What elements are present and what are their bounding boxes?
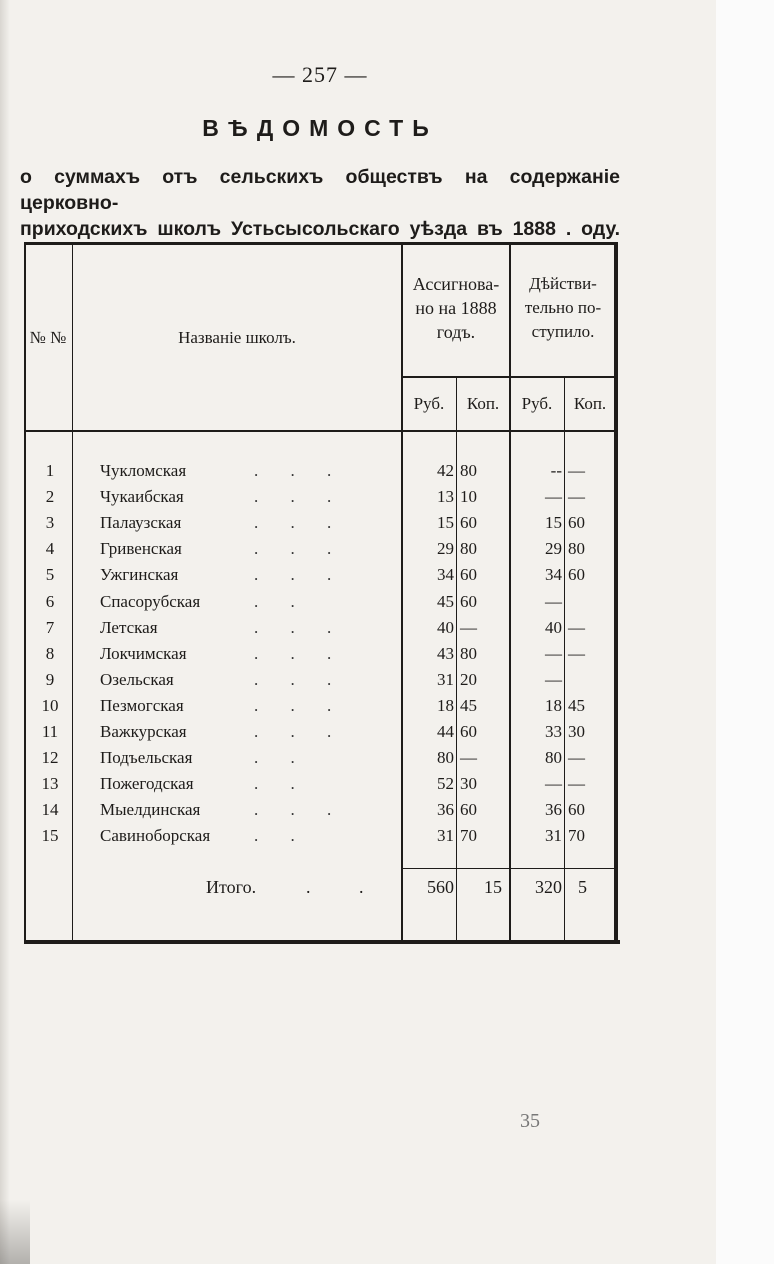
school-name: Летская bbox=[100, 617, 158, 637]
leader-dots: . . bbox=[254, 826, 309, 846]
document-subtitle bbox=[20, 164, 620, 242]
table-row bbox=[24, 510, 616, 536]
school-name: Савиноборская bbox=[100, 826, 211, 846]
rub-received: 36 bbox=[545, 800, 562, 820]
rub-assigned: 44 bbox=[437, 722, 454, 741]
leader-dots: . . . bbox=[254, 461, 346, 480]
row-number: 8 bbox=[45, 643, 55, 663]
row-number: 15 bbox=[41, 826, 59, 846]
kop-assigned: — bbox=[460, 617, 477, 637]
document-title: ВѢДОМОСТЬ bbox=[202, 115, 438, 141]
row-number: 10 bbox=[41, 695, 59, 715]
table-row bbox=[24, 484, 616, 510]
leader-dots: . . . bbox=[254, 669, 346, 689]
leader-dots: . . . bbox=[254, 539, 346, 559]
kop-received: 80 bbox=[568, 539, 585, 559]
rub-received: 80 bbox=[545, 748, 562, 768]
kop-received: 45 bbox=[568, 695, 585, 715]
rub-assigned: 15 bbox=[437, 513, 454, 533]
table-row bbox=[24, 615, 616, 641]
kop-received: 60 bbox=[568, 513, 585, 533]
row-number: 9 bbox=[45, 669, 55, 689]
kop-assigned: 80 bbox=[460, 643, 477, 663]
school-name: Мыелдинская bbox=[100, 800, 201, 820]
header-bottom-rule bbox=[24, 430, 616, 432]
school-name: Важкурская bbox=[100, 722, 187, 741]
table-row bbox=[24, 745, 616, 771]
row-number: 11 bbox=[41, 722, 59, 741]
rub-received: 29 bbox=[545, 539, 562, 559]
table-row bbox=[24, 589, 616, 615]
scan-margin bbox=[716, 0, 774, 1264]
page-binding-shadow bbox=[0, 0, 10, 1264]
kop-assigned: 45 bbox=[460, 695, 477, 715]
school-name: Гривенская bbox=[100, 539, 182, 559]
total-rub-assigned: 560 bbox=[427, 877, 454, 897]
kop-assigned: 30 bbox=[460, 774, 477, 794]
kop-assigned: 60 bbox=[460, 565, 477, 585]
rub-assigned: 36 bbox=[437, 800, 454, 820]
school-name: Подъельская bbox=[100, 748, 193, 768]
total-kop-assigned: 15 bbox=[484, 877, 502, 897]
rub-assigned: 13 bbox=[437, 487, 454, 507]
table-row bbox=[24, 562, 616, 588]
total-row bbox=[24, 872, 616, 902]
kop-received: 60 bbox=[568, 565, 585, 585]
rub-received: — bbox=[545, 643, 562, 663]
rub-received: — bbox=[545, 774, 562, 794]
kop-assigned: 60 bbox=[460, 800, 477, 820]
leader-dots: . . . bbox=[254, 643, 346, 663]
kop-received: — bbox=[568, 643, 585, 663]
header-rub-assigned: Руб. bbox=[413, 394, 445, 413]
row-number: 4 bbox=[45, 539, 55, 559]
school-name: Озельская bbox=[100, 669, 174, 689]
kop-assigned: 70 bbox=[460, 826, 477, 846]
table-row bbox=[24, 823, 616, 849]
rub-received: 31 bbox=[545, 826, 562, 846]
school-name: Локчимская bbox=[100, 643, 187, 663]
total-dots: . . bbox=[306, 877, 386, 897]
school-name: Пожегодская bbox=[100, 774, 194, 794]
leader-dots: . . . bbox=[254, 695, 346, 715]
rub-assigned: 45 bbox=[437, 591, 454, 611]
rub-received: — bbox=[545, 669, 562, 689]
leader-dots: . . bbox=[254, 591, 309, 611]
page-number: — 257 — bbox=[272, 62, 368, 87]
kop-received: — bbox=[568, 487, 585, 507]
leader-dots: . . . bbox=[254, 722, 346, 741]
kop-assigned: 60 bbox=[460, 722, 477, 741]
header-kop-received: Коп. bbox=[573, 394, 607, 413]
kop-assigned: 20 bbox=[460, 669, 477, 689]
row-number: 14 bbox=[41, 800, 59, 820]
rub-received: — bbox=[545, 487, 562, 507]
rub-received: 40 bbox=[545, 617, 562, 637]
rub-received: — bbox=[545, 591, 562, 611]
table-row bbox=[24, 771, 616, 797]
kop-assigned: 80 bbox=[460, 539, 477, 559]
row-number: 13 bbox=[41, 774, 59, 794]
header-kop-assigned: Коп. bbox=[466, 394, 500, 413]
row-number: 5 bbox=[45, 565, 55, 585]
schools-table bbox=[24, 242, 616, 946]
rub-assigned: 34 bbox=[437, 565, 454, 585]
rub-received: 33 bbox=[545, 722, 562, 741]
kop-received: 60 bbox=[568, 800, 585, 820]
kop-received: 70 bbox=[568, 826, 585, 846]
row-number: 12 bbox=[41, 748, 59, 768]
table-border-bottom bbox=[24, 940, 620, 944]
rub-received: 15 bbox=[545, 513, 562, 533]
leader-dots: . . . bbox=[254, 565, 346, 585]
header-num: № № bbox=[29, 328, 67, 347]
rub-received: 18 bbox=[545, 695, 562, 715]
kop-received: 30 bbox=[568, 722, 585, 741]
page-signature-mark: 35 bbox=[520, 1110, 540, 1132]
school-name: Ужгинская bbox=[100, 565, 179, 585]
leader-dots: . . . bbox=[254, 617, 346, 637]
table-row bbox=[24, 641, 616, 667]
kop-assigned: 10 bbox=[460, 487, 477, 507]
table-row bbox=[24, 693, 616, 719]
leader-dots: . . bbox=[254, 774, 309, 794]
total-label: Итого. bbox=[206, 877, 257, 897]
rub-assigned: 43 bbox=[437, 643, 454, 663]
table-row bbox=[24, 458, 616, 484]
header-name: Названіе школъ. bbox=[178, 328, 296, 347]
rub-assigned: 18 bbox=[437, 695, 454, 715]
kop-received: — bbox=[568, 461, 585, 480]
leader-dots: . . . bbox=[254, 513, 346, 533]
rub-assigned: 42 bbox=[437, 461, 454, 480]
row-number: 6 bbox=[45, 591, 55, 611]
table-row bbox=[24, 667, 616, 693]
rub-assigned: 52 bbox=[437, 774, 454, 794]
leader-dots: . . . bbox=[254, 800, 346, 820]
rub-received: -- bbox=[550, 461, 562, 480]
rub-assigned: 80 bbox=[437, 748, 454, 768]
leader-dots: . . . bbox=[254, 487, 346, 507]
header-assigned: Ассигнова- но на 1888 годъ. bbox=[412, 274, 500, 342]
school-name: Палаузская bbox=[100, 513, 182, 533]
school-name: Чукломская bbox=[100, 461, 187, 480]
total-rub-received: 320 bbox=[535, 877, 562, 897]
rub-assigned: 31 bbox=[437, 826, 454, 846]
subtitle-line: приходскихъ школъ Устьсысольскаго уѣзда въ 1888 . оду. bbox=[20, 218, 620, 240]
school-name: Спасорубская bbox=[100, 591, 201, 611]
school-name: Пезмогская bbox=[100, 695, 184, 715]
rub-assigned: 29 bbox=[437, 539, 454, 559]
rub-received: 34 bbox=[545, 565, 562, 585]
row-number: 3 bbox=[45, 513, 55, 533]
kop-received: — bbox=[568, 774, 585, 794]
rub-assigned: 40 bbox=[437, 617, 454, 637]
total-kop-received: 5 bbox=[578, 877, 587, 897]
school-name: Чукаибская bbox=[100, 487, 184, 507]
table-border-top bbox=[24, 242, 616, 245]
row-number: 7 bbox=[45, 617, 55, 637]
table-row bbox=[24, 536, 616, 562]
table-row bbox=[24, 719, 616, 745]
kop-assigned: — bbox=[460, 748, 477, 768]
page-corner-shadow bbox=[0, 1200, 30, 1264]
header-received: Дѣйстви- тельно по- ступило. bbox=[524, 274, 602, 341]
table-row bbox=[24, 797, 616, 823]
rub-assigned: 31 bbox=[437, 669, 454, 689]
leader-dots: . . bbox=[254, 748, 309, 768]
row-number: 1 bbox=[45, 461, 55, 480]
kop-received: — bbox=[568, 748, 585, 768]
subtitle-line: о суммахъ отъ сельскихъ обществъ на содержаніе церковно- bbox=[20, 166, 620, 214]
kop-assigned: 80 bbox=[460, 461, 477, 480]
kop-assigned: 60 bbox=[460, 591, 477, 611]
kop-received: — bbox=[568, 617, 585, 637]
header-rub-received: Руб. bbox=[521, 394, 553, 413]
kop-assigned: 60 bbox=[460, 513, 477, 533]
row-number: 2 bbox=[45, 487, 55, 507]
